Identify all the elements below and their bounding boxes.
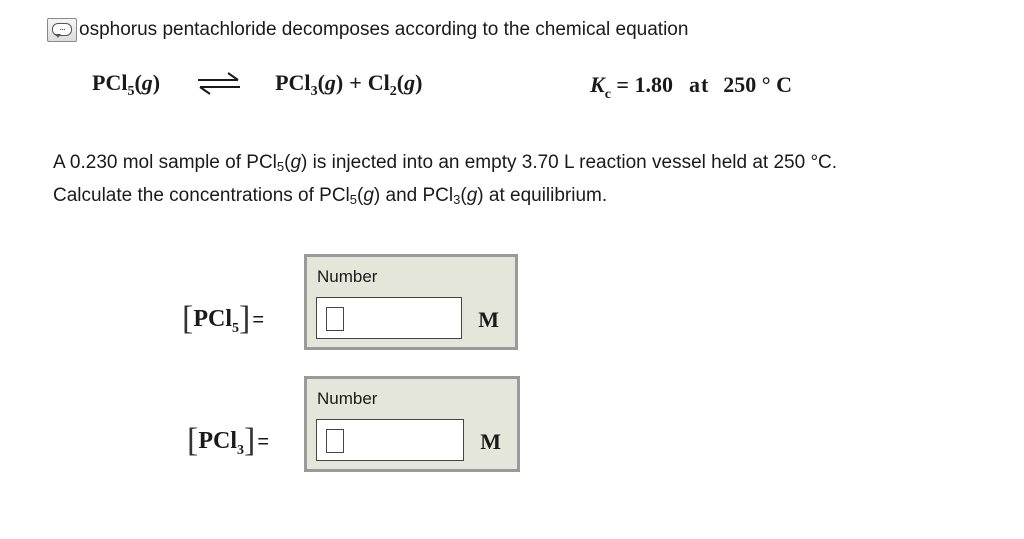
pcl5-unit: M [478,307,499,332]
product-species-1: PCl$_3$(g) [275,70,344,99]
intro-line [47,18,688,42]
kc-at: at [688,72,710,97]
reactant-species: PCl$_5$(g) [92,70,161,99]
equilibrium-arrows-icon [196,71,242,95]
question-line-1: A 0.230 mol sample of PCl$_5$(g) is injected into an empty 3.70 L reaction vessel held at 250 °C. [53,152,838,174]
pcl3-unit: M [480,429,501,454]
plus-sign: + [349,70,362,95]
question-line-2: Calculate the concentrations of PCl$_5$(g) and PCl$_3$(g) at equilibrium. [53,185,608,207]
pcl5-number-input[interactable] [317,298,461,338]
hint-bubble-tail [55,34,61,38]
number-label: Number [317,389,378,408]
kc-symbol: $K_c$ [590,72,611,102]
chemical-equation [92,70,422,100]
pcl3-number-input[interactable] [317,420,463,460]
kc-temperature: 250 ° C [723,72,792,97]
hint-bubble-glyph: ... [52,23,72,36]
intro-text: osphorus pentachloride decomposes according to the chemical equation [79,19,689,40]
pcl5-concentration-label: [PCl$_5$] = [182,300,265,337]
equilibrium-constant [590,72,792,103]
pcl3-answer-box [304,376,520,472]
number-label: Number [317,267,378,286]
pcl3-concentration-label: [PCl$_3$] = [187,422,270,459]
pcl5-number-field[interactable] [316,297,462,339]
pcl3-number-field[interactable] [316,419,464,461]
question-text [53,148,837,214]
pcl5-answer-box [304,254,518,350]
kc-value: = 1.80 [616,72,673,97]
hint-bubble-icon[interactable] [47,18,77,42]
product-species-2: $Cl_2(g)$ [367,70,423,99]
